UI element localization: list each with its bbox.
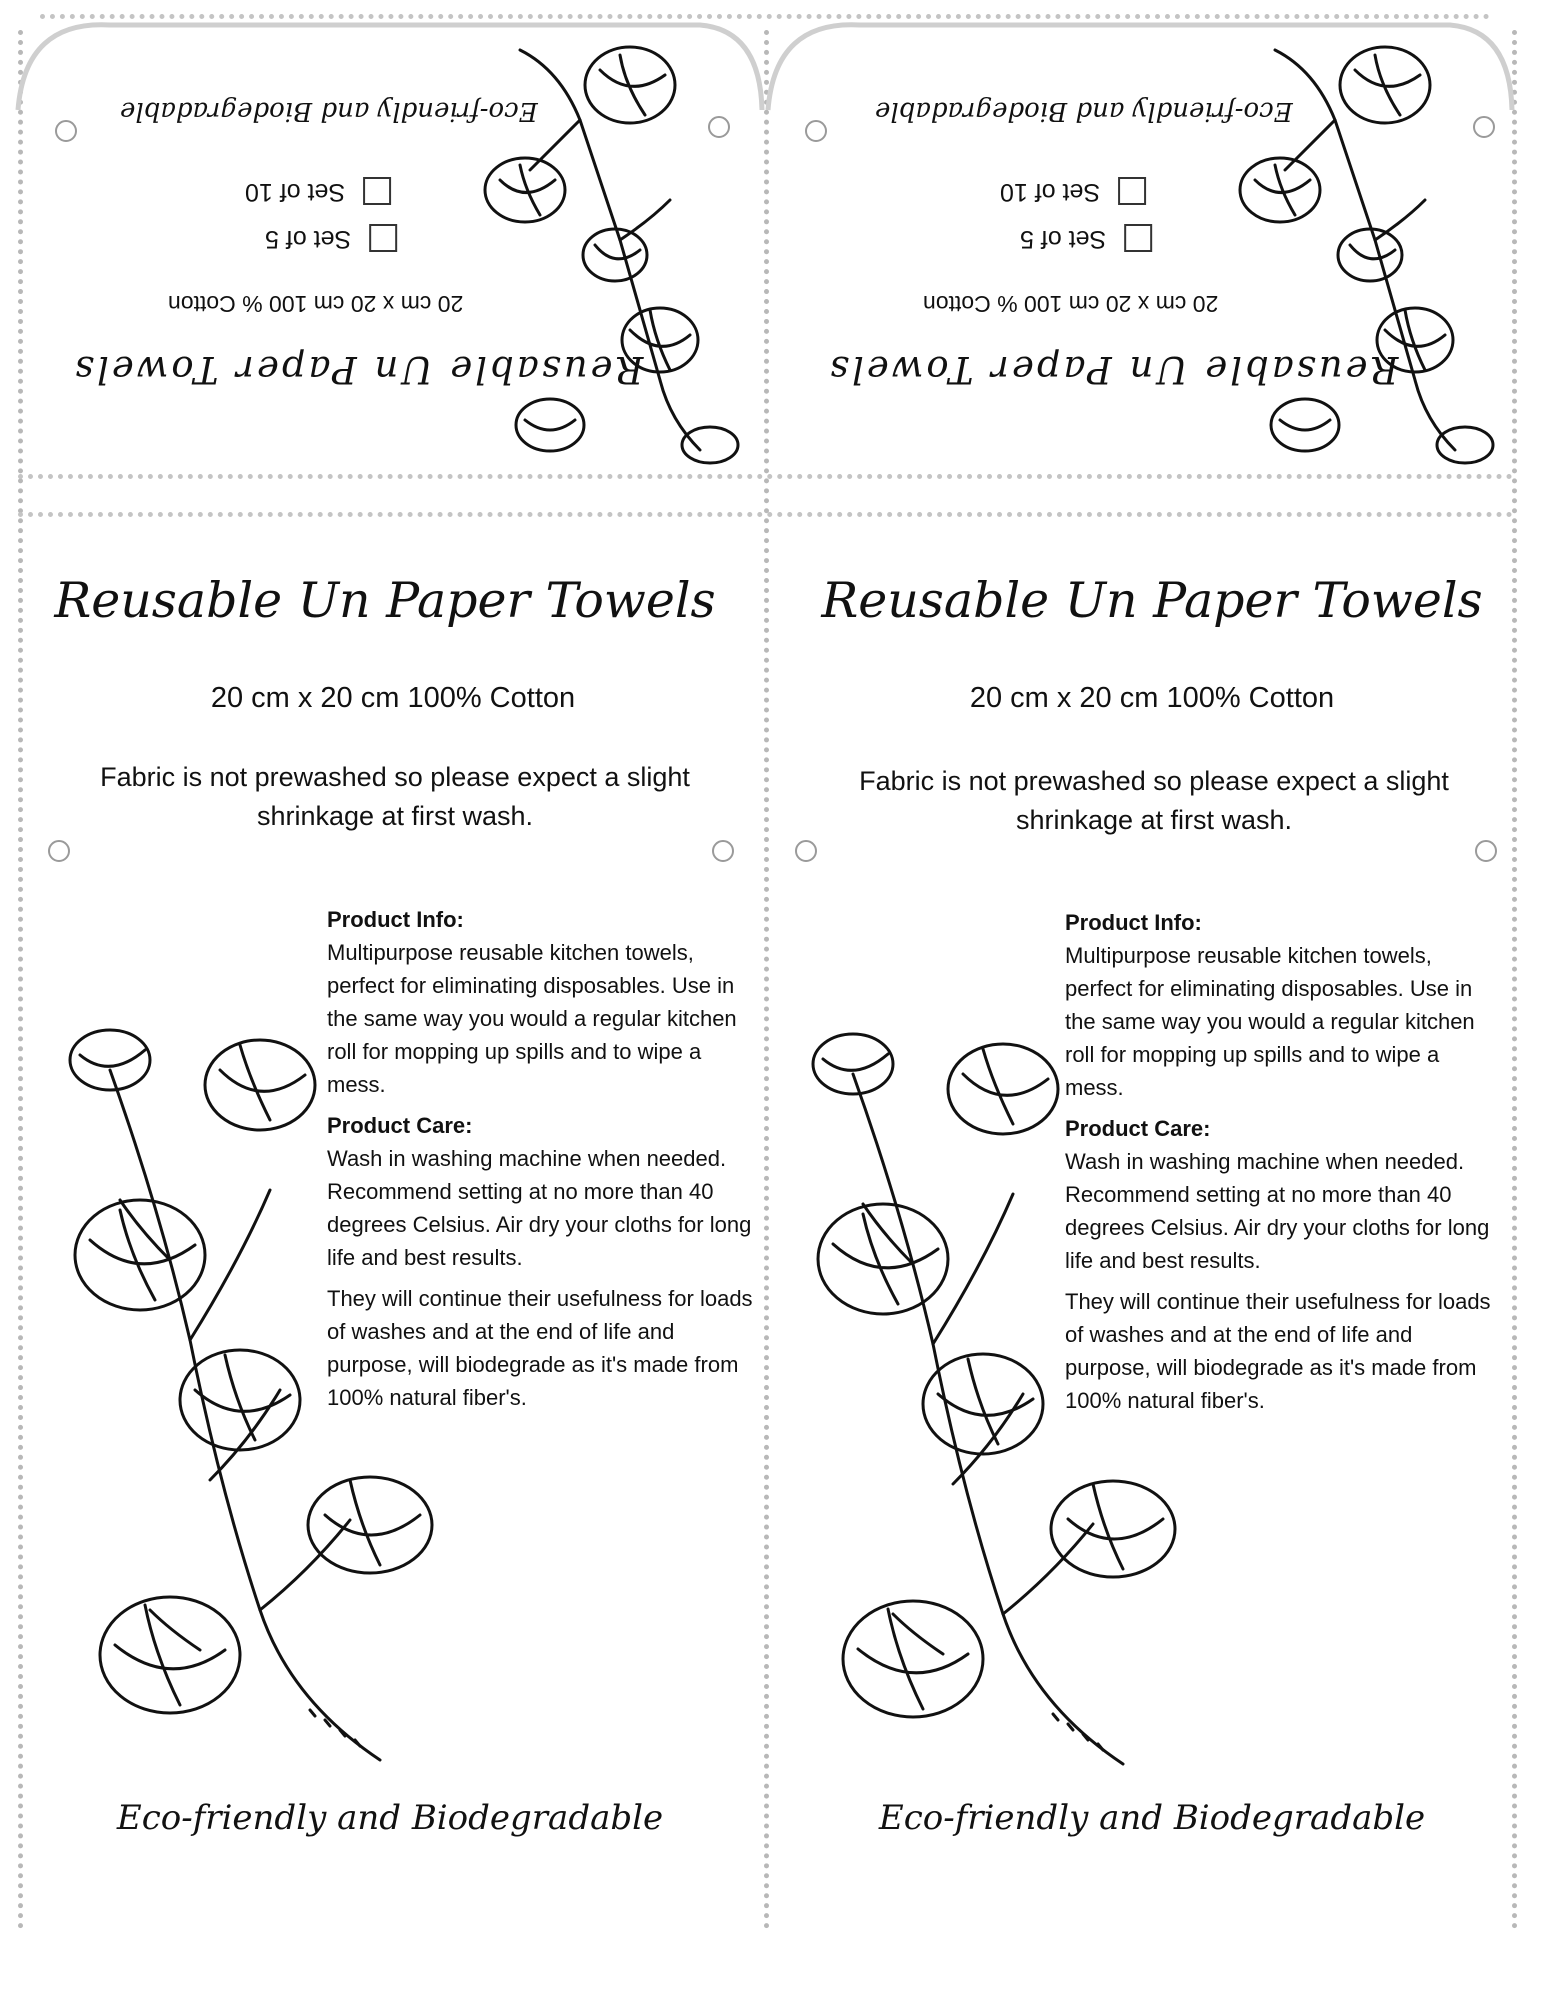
- cotton-branch-illustration: [50, 1010, 480, 1770]
- product-info-heading: Product Info:: [327, 907, 464, 932]
- option-set-of-5: [265, 224, 397, 253]
- prewash-notice: Fabric is not prewashed so please expect a slight shrinkage at first wash.: [100, 762, 690, 831]
- tagline: Eco-friendly and Biodegradable: [116, 1798, 664, 1838]
- flipped-tagline: Eco-friendly and Biodegradable: [875, 96, 1293, 126]
- punch-hole: [1475, 840, 1497, 862]
- product-info-text: Multipurpose reusable kitchen towels, perfect for eliminating disposables. Use in the same way you would a regular kitchen roll for mopping up spills and to wipe a mess.: [1065, 943, 1475, 1100]
- checkbox[interactable]: [363, 178, 391, 206]
- product-info-heading: Product Info:: [1065, 910, 1202, 935]
- cotton-branch-illustration-small: [470, 30, 750, 460]
- punch-hole: [48, 840, 70, 862]
- product-care-text: Wash in washing machine when needed. Recommend setting at no more than 40 degrees Celsius. Air dry your cloths for long life and best results.: [1065, 1149, 1490, 1273]
- option-label: Set of 10: [245, 178, 346, 206]
- checkbox[interactable]: [369, 225, 397, 253]
- tag-title: Reusable Un Paper Towels: [821, 572, 1483, 629]
- punch-hole: [805, 120, 827, 142]
- product-care-text: Wash in washing machine when needed. Recommend setting at no more than 40 degrees Celsius. Air dry your cloths for long life and best results.: [327, 1146, 752, 1270]
- punch-hole: [55, 120, 77, 142]
- checkbox[interactable]: [1118, 178, 1146, 206]
- option-set-of-5: [1020, 224, 1152, 253]
- closing-text: They will continue their usefulness for loads of washes and at the end of life and purpose, will biodegrade as it's made from 100% natural fiber's.: [1065, 1289, 1491, 1413]
- closing-text: They will continue their usefulness for loads of washes and at the end of life and purpose, will biodegrade as it's made from 100% natural fiber's.: [327, 1286, 753, 1410]
- punch-hole: [795, 840, 817, 862]
- cotton-branch-illustration-small: [1225, 30, 1505, 460]
- tagline: Eco-friendly and Biodegradable: [878, 1798, 1426, 1838]
- option-label: Set of 5: [1020, 225, 1107, 253]
- option-label: Set of 10: [1000, 178, 1101, 206]
- prewash-notice: Fabric is not prewashed so please expect a slight shrinkage at first wash.: [859, 766, 1449, 835]
- size-material: 20 cm x 20 cm 100% Cotton: [210, 682, 576, 714]
- tag-left: [0, 0, 770, 2000]
- flipped-subtitle: 20 cm x 20 cm 100 % Cotton: [923, 291, 1219, 317]
- tag-title: Reusable Un Paper Towels: [54, 572, 716, 629]
- cotton-branch-illustration: [793, 1014, 1223, 1774]
- punch-hole: [712, 840, 734, 862]
- product-info-text: Multipurpose reusable kitchen towels, perfect for eliminating disposables. Use in the same way you would a regular kitchen roll for mopping up spills and to wipe a mess.: [327, 940, 737, 1097]
- flipped-subtitle: 20 cm x 20 cm 100 % Cotton: [168, 291, 464, 317]
- product-care-heading: Product Care:: [1065, 1116, 1211, 1141]
- flipped-title: Reusable Un Paper Towels: [72, 348, 644, 391]
- option-label: Set of 5: [265, 225, 352, 253]
- checkbox[interactable]: [1124, 225, 1152, 253]
- flipped-title: Reusable Un Paper Towels: [827, 348, 1399, 391]
- product-care-heading: Product Care:: [327, 1113, 473, 1138]
- tag-right: [755, 0, 1525, 2000]
- flipped-tagline: Eco-friendly and Biodegradable: [120, 96, 538, 126]
- size-material: 20 cm x 20 cm 100% Cotton: [969, 682, 1335, 714]
- option-set-of-10: [245, 177, 391, 206]
- option-set-of-10: [1000, 177, 1146, 206]
